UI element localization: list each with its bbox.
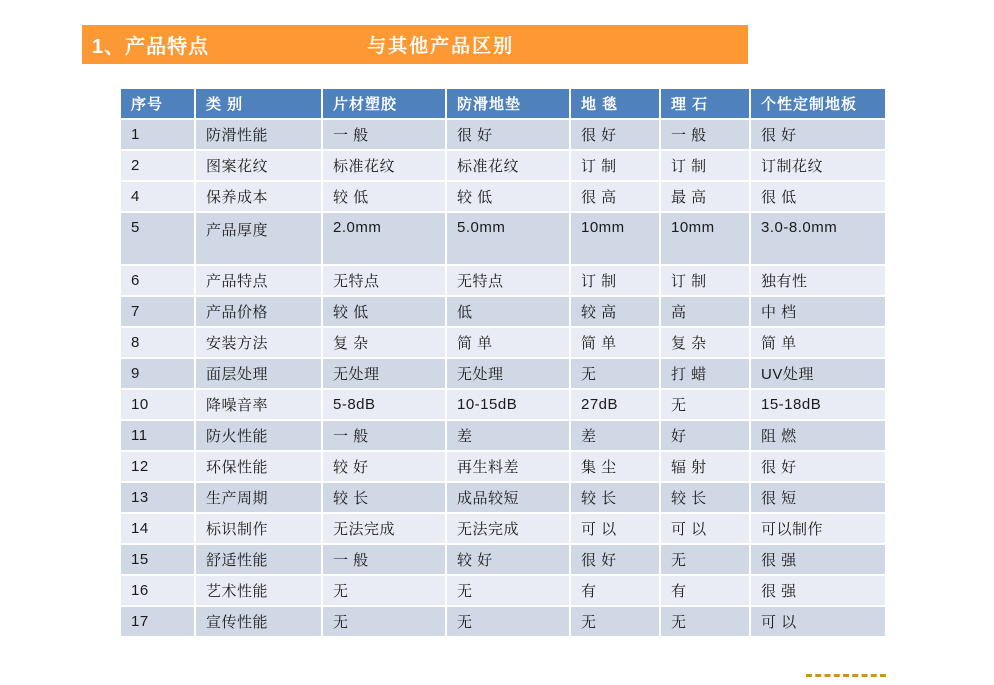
table-cell: 标准花纹	[447, 151, 569, 180]
table-cell: 无特点	[323, 266, 445, 295]
table-cell: 辐 射	[661, 452, 749, 481]
table-row	[121, 359, 885, 388]
table-row	[121, 421, 885, 450]
table-cell: 有	[661, 576, 749, 605]
table-cell: 生产周期	[196, 483, 321, 512]
table-cell: 很 好	[571, 120, 659, 149]
section-subtitle: 与其他产品区别	[367, 36, 515, 57]
table-cell: 很 高	[571, 182, 659, 211]
table-cell: 一 般	[661, 120, 749, 149]
table-cell: 面层处理	[196, 359, 321, 388]
table-cell: 产品特点	[196, 266, 321, 295]
table-cell: 4	[121, 182, 194, 211]
table-row	[121, 545, 885, 574]
table-cell: 10-15dB	[447, 390, 569, 419]
table-cell: 防滑性能	[196, 120, 321, 149]
table-cell: 较 高	[571, 297, 659, 326]
table-row	[121, 390, 885, 419]
table-cell: 较 长	[661, 483, 749, 512]
table-row	[121, 328, 885, 357]
table-cell: 无	[571, 607, 659, 636]
column-header: 序号	[121, 89, 194, 118]
table-row	[121, 607, 885, 636]
table-cell: 一 般	[323, 421, 445, 450]
table-cell: 较 长	[323, 483, 445, 512]
table-cell: 无	[661, 607, 749, 636]
table-cell: 11	[121, 421, 194, 450]
table-cell: 复 杂	[661, 328, 749, 357]
table-cell: 无	[447, 607, 569, 636]
table-cell: 较 低	[447, 182, 569, 211]
table-cell: 集 尘	[571, 452, 659, 481]
table-row	[121, 483, 885, 512]
table-cell: 无	[323, 607, 445, 636]
table-cell: 简 单	[447, 328, 569, 357]
table-cell: 再生料差	[447, 452, 569, 481]
table-cell: 中 档	[751, 297, 885, 326]
table-body	[121, 120, 885, 636]
table-cell: 14	[121, 514, 194, 543]
column-header: 片材塑胶	[323, 89, 445, 118]
column-header: 地 毯	[571, 89, 659, 118]
table-cell: 差	[447, 421, 569, 450]
table-cell: 低	[447, 297, 569, 326]
table-cell: 无	[571, 359, 659, 388]
table-cell: 无	[661, 545, 749, 574]
table-cell: 12	[121, 452, 194, 481]
table-row	[121, 120, 885, 149]
table-cell: 较 低	[323, 297, 445, 326]
table-cell: 很 强	[751, 576, 885, 605]
table-cell: 订 制	[571, 266, 659, 295]
table-cell: 高	[661, 297, 749, 326]
comparison-table	[119, 87, 887, 638]
table-cell: 无	[661, 390, 749, 419]
table-cell: 5.0mm	[447, 213, 569, 264]
table-cell: 标准花纹	[323, 151, 445, 180]
table-cell: 防火性能	[196, 421, 321, 450]
table-cell: 15	[121, 545, 194, 574]
table-cell: 3.0-8.0mm	[751, 213, 885, 264]
table-cell: 8	[121, 328, 194, 357]
table-cell: 成品较短	[447, 483, 569, 512]
table-cell: 很 好	[751, 120, 885, 149]
table-cell: 2	[121, 151, 194, 180]
table-cell: 简 单	[751, 328, 885, 357]
table-cell: 有	[571, 576, 659, 605]
column-header: 理 石	[661, 89, 749, 118]
table-cell: 17	[121, 607, 194, 636]
table-cell: 很 好	[571, 545, 659, 574]
table-cell: 简 单	[571, 328, 659, 357]
table-cell: 6	[121, 266, 194, 295]
table-cell: 产品厚度	[196, 213, 321, 264]
table-cell: 13	[121, 483, 194, 512]
table-cell: 宣传性能	[196, 607, 321, 636]
table-cell: 订 制	[571, 151, 659, 180]
table-cell: 9	[121, 359, 194, 388]
column-header: 类 别	[196, 89, 321, 118]
table-cell: 无	[447, 576, 569, 605]
table-cell: 一 般	[323, 120, 445, 149]
table-cell: 15-18dB	[751, 390, 885, 419]
table-cell: 很 低	[751, 182, 885, 211]
table-cell: 较 好	[323, 452, 445, 481]
table-cell: 复 杂	[323, 328, 445, 357]
table-cell: 打 蜡	[661, 359, 749, 388]
table-cell: 很 好	[447, 120, 569, 149]
table-cell: 无处理	[447, 359, 569, 388]
table-cell: 可 以	[571, 514, 659, 543]
table-cell: 降噪音率	[196, 390, 321, 419]
table-cell: 订 制	[661, 151, 749, 180]
table-cell: 好	[661, 421, 749, 450]
table-cell: 标识制作	[196, 514, 321, 543]
table-cell: 舒适性能	[196, 545, 321, 574]
table-cell: 2.0mm	[323, 213, 445, 264]
column-header: 防滑地垫	[447, 89, 569, 118]
table-cell: UV处理	[751, 359, 885, 388]
table-cell: 很 短	[751, 483, 885, 512]
slide-title-bar	[82, 25, 748, 64]
table-cell: 10	[121, 390, 194, 419]
table-cell: 保养成本	[196, 182, 321, 211]
table-cell: 图案花纹	[196, 151, 321, 180]
table-cell: 独有性	[751, 266, 885, 295]
table-cell: 最 高	[661, 182, 749, 211]
footer-dashed-line	[806, 674, 886, 677]
table-row	[121, 266, 885, 295]
table-cell: 艺术性能	[196, 576, 321, 605]
table-header-row	[121, 89, 885, 118]
table-cell: 10mm	[571, 213, 659, 264]
table-cell: 27dB	[571, 390, 659, 419]
table-cell: 5	[121, 213, 194, 264]
table-cell: 7	[121, 297, 194, 326]
table-row	[121, 213, 885, 264]
table-cell: 较 长	[571, 483, 659, 512]
table-cell: 差	[571, 421, 659, 450]
table-cell: 可 以	[661, 514, 749, 543]
table-cell: 订制花纹	[751, 151, 885, 180]
table-cell: 一 般	[323, 545, 445, 574]
table-cell: 较 低	[323, 182, 445, 211]
table-cell: 无处理	[323, 359, 445, 388]
table-row	[121, 297, 885, 326]
table-cell: 无法完成	[323, 514, 445, 543]
table-row	[121, 182, 885, 211]
table-cell: 安装方法	[196, 328, 321, 357]
table-head	[121, 89, 885, 118]
table-cell: 5-8dB	[323, 390, 445, 419]
table-cell: 无特点	[447, 266, 569, 295]
table-row	[121, 576, 885, 605]
table-cell: 可 以	[751, 607, 885, 636]
table-cell: 无法完成	[447, 514, 569, 543]
table-cell: 无	[323, 576, 445, 605]
table-cell: 较 好	[447, 545, 569, 574]
table-cell: 很 强	[751, 545, 885, 574]
table-cell: 1	[121, 120, 194, 149]
table-cell: 阻 燃	[751, 421, 885, 450]
table-cell: 产品价格	[196, 297, 321, 326]
table-cell: 订 制	[661, 266, 749, 295]
table-cell: 10mm	[661, 213, 749, 264]
table-cell: 很 好	[751, 452, 885, 481]
section-title: 1、产品特点	[92, 36, 210, 58]
table-cell: 环保性能	[196, 452, 321, 481]
table-row	[121, 151, 885, 180]
table-row	[121, 452, 885, 481]
table-cell: 可以制作	[751, 514, 885, 543]
table-cell: 16	[121, 576, 194, 605]
table-row	[121, 514, 885, 543]
column-header: 个性定制地板	[751, 89, 885, 118]
